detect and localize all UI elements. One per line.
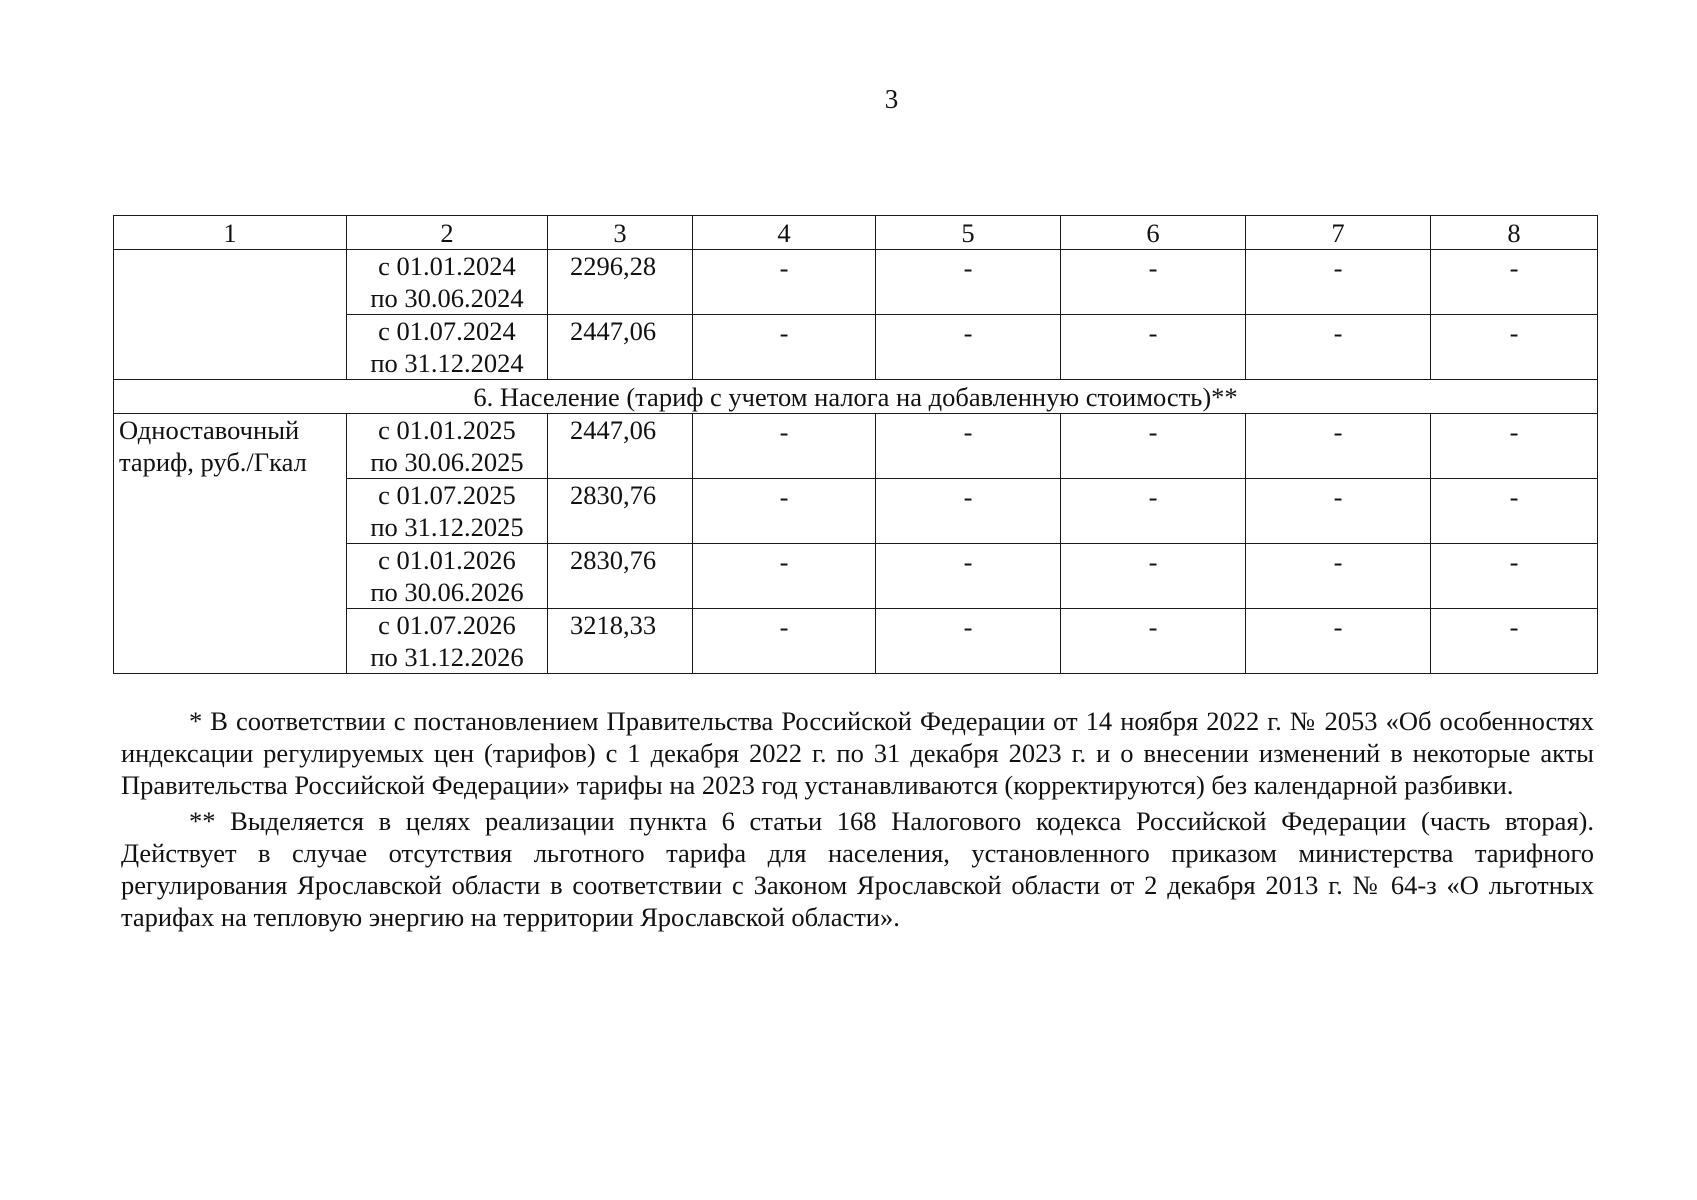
- table-row: [114, 250, 1598, 315]
- value-cell: -: [693, 315, 876, 380]
- value-cell: -: [1431, 544, 1598, 609]
- header-cell: 2: [347, 216, 548, 250]
- value-cell: -: [876, 479, 1061, 544]
- value-cell: -: [876, 250, 1061, 315]
- value-cell: -: [1061, 479, 1246, 544]
- value-cell: -: [1246, 544, 1431, 609]
- price-cell: 3218,33: [548, 609, 693, 674]
- tariff-table: [113, 215, 1598, 674]
- header-cell: 3: [548, 216, 693, 250]
- price-cell: 2296,28: [548, 250, 693, 315]
- header-cell: 8: [1431, 216, 1598, 250]
- period-cell: [347, 479, 548, 544]
- value-cell: -: [1246, 315, 1431, 380]
- period-from: с 01.01.2024: [378, 251, 516, 281]
- value-cell: -: [1061, 609, 1246, 674]
- footnote-1: * В соответствии с постановлением Правительства Российской Федерации от 14 ноября 2022 г. № 2053 «Об особенностях индексации регулируемых цен (тарифов) с 1 декабря 2022 г. по 31 декабря 2023 г. и о внесении изменений в некоторые акты Правительства Российской Федерации» тарифы на 2023 год устанавливаются (корректируются) без календарной разбивки.: [121, 706, 1594, 800]
- tariff-label: Одноставочный тариф, руб./Гкал: [114, 414, 347, 674]
- value-cell: -: [693, 544, 876, 609]
- period-to: по 30.06.2024: [370, 283, 524, 313]
- price-cell: 2447,06: [548, 414, 693, 479]
- value-cell: -: [876, 414, 1061, 479]
- value-cell: -: [1246, 414, 1431, 479]
- header-cell: 6: [1061, 216, 1246, 250]
- value-cell: -: [693, 609, 876, 674]
- empty-label-cell: [114, 250, 347, 380]
- value-cell: -: [1431, 609, 1598, 674]
- section-header-row: [114, 380, 1598, 414]
- header-cell: 1: [114, 216, 347, 250]
- value-cell: -: [1246, 479, 1431, 544]
- value-cell: -: [1061, 414, 1246, 479]
- period-cell: [347, 315, 548, 380]
- value-cell: -: [693, 250, 876, 315]
- value-cell: -: [1431, 315, 1598, 380]
- period-from: с 01.07.2025: [378, 480, 516, 510]
- value-cell: -: [693, 479, 876, 544]
- value-cell: -: [1431, 414, 1598, 479]
- header-cell: 7: [1246, 216, 1431, 250]
- table-header-row: [114, 216, 1598, 250]
- period-to: по 30.06.2025: [370, 447, 524, 477]
- price-cell: 2447,06: [548, 315, 693, 380]
- period-cell: [347, 544, 548, 609]
- value-cell: -: [1061, 544, 1246, 609]
- header-cell: 4: [693, 216, 876, 250]
- period-from: с 01.07.2024: [378, 316, 516, 346]
- period-cell: [347, 414, 548, 479]
- value-cell: -: [1061, 250, 1246, 315]
- page-number: 3: [884, 84, 899, 114]
- period-cell: [347, 250, 548, 315]
- period-to: по 31.12.2025: [370, 512, 524, 542]
- value-cell: -: [693, 414, 876, 479]
- period-to: по 31.12.2026: [370, 642, 524, 672]
- value-cell: -: [876, 609, 1061, 674]
- period-to: по 31.12.2024: [370, 348, 524, 378]
- section-title: 6. Население (тариф с учетом налога на добавленную стоимость)**: [114, 380, 1598, 414]
- value-cell: -: [876, 315, 1061, 380]
- value-cell: -: [1431, 250, 1598, 315]
- period-cell: [347, 609, 548, 674]
- footnote-2: ** Выделяется в целях реализации пункта 6 статьи 168 Налогового кодекса Российской Федерации (часть вторая). Действует в случае отсутствия льготного тарифа для населения, установленного приказом министерства тарифного регулирования Ярославской области в соответствии с Законом Ярославской области от 2 декабря 2013 г. № 64-з «О льготных тарифах на тепловую энергию на территории Ярославской области».: [121, 806, 1594, 932]
- value-cell: -: [1246, 609, 1431, 674]
- value-cell: -: [1431, 479, 1598, 544]
- price-cell: 2830,76: [548, 544, 693, 609]
- price-cell: 2830,76: [548, 479, 693, 544]
- period-from: с 01.01.2026: [378, 545, 516, 575]
- value-cell: -: [876, 544, 1061, 609]
- period-from: с 01.01.2025: [378, 415, 516, 445]
- table-row: [114, 414, 1598, 479]
- footnotes: [121, 705, 1594, 937]
- period-from: с 01.07.2026: [378, 610, 516, 640]
- period-to: по 30.06.2026: [370, 577, 524, 607]
- value-cell: -: [1246, 250, 1431, 315]
- header-cell: 5: [876, 216, 1061, 250]
- value-cell: -: [1061, 315, 1246, 380]
